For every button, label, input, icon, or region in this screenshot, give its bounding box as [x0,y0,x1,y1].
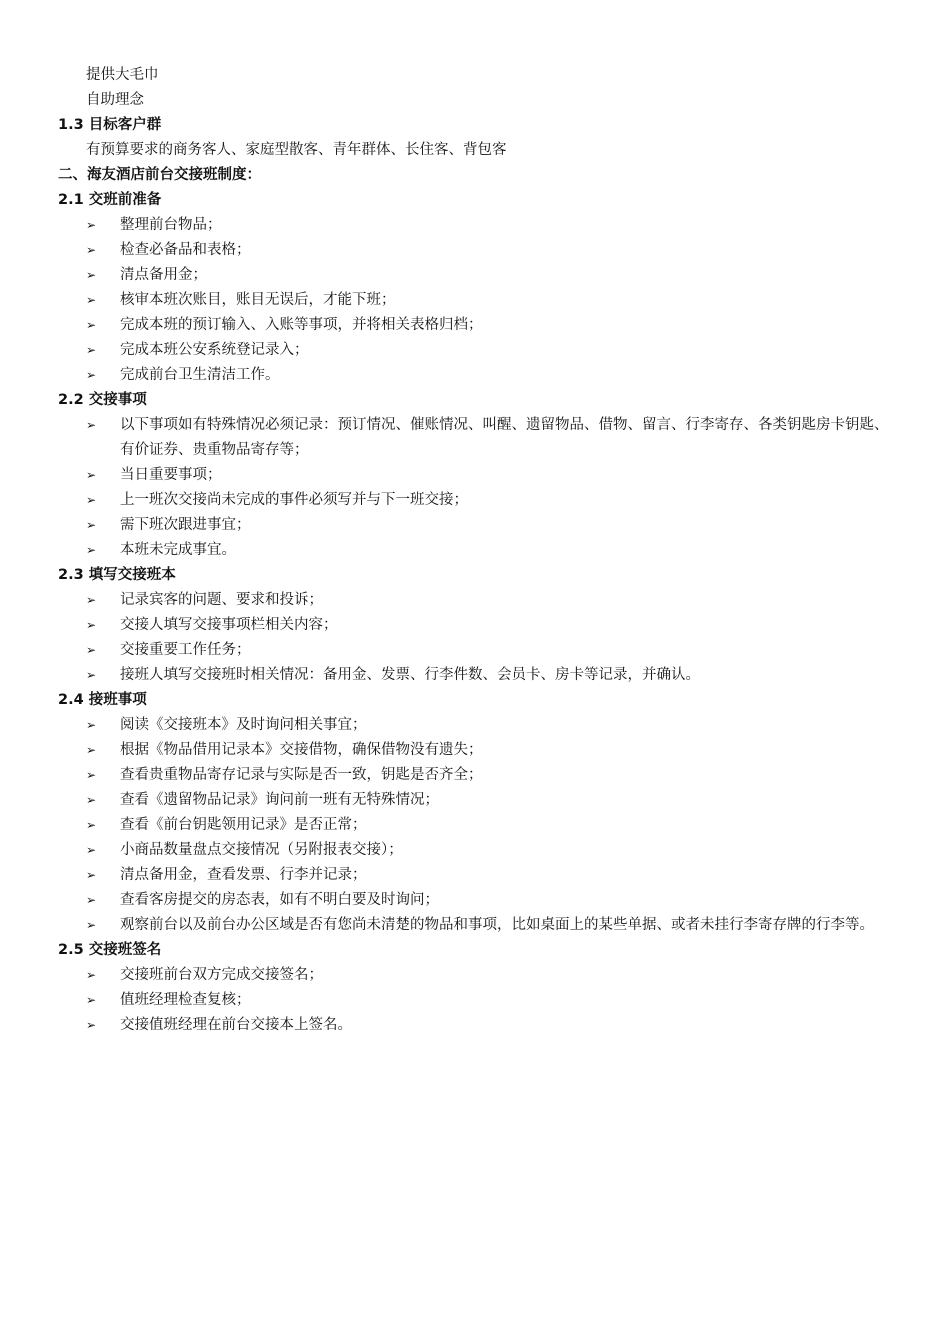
list-item-text: 交接班前台双方完成交接签名； [120,967,323,983]
list-item [58,513,898,538]
list-item-text: 查看《遗留物品记录》询问前一班有无特殊情况； [120,792,439,808]
list-item [58,613,898,638]
section-heading: 2.5 交接班签名 [58,942,162,958]
bullet-arrow-icon: ➢ [86,368,97,382]
chapter-title: 二、海友酒店前台交接班制度： [58,167,261,183]
bullet-arrow-icon: ➢ [86,543,97,557]
list-item [58,963,898,988]
bullet-arrow-icon: ➢ [86,918,97,932]
list-item-text: 根据《物品借用记录本》交接借物，确保借物没有遗失； [120,742,483,758]
list-item [58,988,898,1013]
list-item [58,663,898,688]
bullet-list [58,963,898,1038]
list-item-text: 接班人填写交接班时相关情况：备用金、发票、行李件数、会员卡、房卡等记录，并确认。 [120,667,700,683]
list-item-text: 需下班次跟进事宜； [120,517,251,533]
bullet-arrow-icon: ➢ [86,293,97,307]
bullet-arrow-icon: ➢ [86,418,97,432]
bullet-arrow-icon: ➢ [86,218,97,232]
bullet-arrow-icon: ➢ [86,518,97,532]
bullet-list [58,413,898,563]
list-item [58,488,898,513]
bullet-arrow-icon: ➢ [86,993,97,1007]
list-item [58,913,898,938]
list-item [58,588,898,613]
bullet-arrow-icon: ➢ [86,793,97,807]
paragraph: 有预算要求的商务客人、家庭型散客、青年群体、长住客、背包客 [86,142,507,158]
list-item [58,888,898,913]
section-heading: 2.2 交接事项 [58,392,147,408]
intro-line: 自助理念 [86,92,144,108]
list-item-text: 以下事项如有特殊情况必须记录：预订情况、催账情况、叫醒、遗留物品、借物、留言、行李寄存、各类钥匙房卡钥匙、有价证券、贵重物品寄存等； [120,417,889,458]
list-item [58,538,898,563]
list-item [58,863,898,888]
bullet-arrow-icon: ➢ [86,268,97,282]
bullet-arrow-icon: ➢ [86,468,97,482]
section-heading: 2.1 交班前准备 [58,192,162,208]
bullet-arrow-icon: ➢ [86,968,97,982]
list-item [58,838,898,863]
list-item-text: 完成本班公安系统登记录入； [120,342,309,358]
list-item-text: 查看贵重物品寄存记录与实际是否一致，钥匙是否齐全； [120,767,483,783]
bullet-arrow-icon: ➢ [86,643,97,657]
list-item [58,363,898,388]
list-item-text: 完成本班的预订输入、入账等事项，并将相关表格归档； [120,317,483,333]
bullet-arrow-icon: ➢ [86,343,97,357]
section-heading: 2.3 填写交接班本 [58,567,176,583]
list-item [58,763,898,788]
list-item-text: 上一班次交接尚未完成的事件必须写并与下一班交接； [120,492,468,508]
list-item [58,288,898,313]
list-item-text: 阅读《交接班本》及时询问相关事宜； [120,717,367,733]
section-heading: 1.3 目标客户群 [58,117,162,133]
list-item-text: 记录宾客的问题、要求和投诉； [120,592,323,608]
bullet-arrow-icon: ➢ [86,818,97,832]
list-item-text: 小商品数量盘点交接情况（另附报表交接）； [120,842,403,858]
list-item [58,413,898,463]
bullet-arrow-icon: ➢ [86,493,97,507]
list-item [58,738,898,763]
list-item [58,263,898,288]
list-item [58,313,898,338]
list-item-text: 查看《前台钥匙领用记录》是否正常； [120,817,367,833]
bullet-arrow-icon: ➢ [86,768,97,782]
section-heading: 2.4 接班事项 [58,692,147,708]
list-item-text: 值班经理检查复核； [120,992,251,1008]
intro-line: 提供大毛巾 [86,67,159,83]
list-item-text: 核审本班次账目，账目无误后，才能下班； [120,292,396,308]
list-item-text: 交接人填写交接事项栏相关内容； [120,617,338,633]
list-item-text: 本班未完成事宜。 [120,542,236,558]
list-item [58,713,898,738]
list-item [58,638,898,663]
list-item [58,463,898,488]
list-item [58,813,898,838]
bullet-arrow-icon: ➢ [86,868,97,882]
list-item [58,213,898,238]
list-item-text: 交接重要工作任务； [120,642,251,658]
bullet-list [58,713,898,938]
bullet-list [58,213,898,388]
list-item-text: 观察前台以及前台办公区域是否有您尚未清楚的物品和事项，比如桌面上的某些单据、或者未挂行李寄存牌的行李等。 [120,917,874,933]
bullet-arrow-icon: ➢ [86,668,97,682]
bullet-arrow-icon: ➢ [86,893,97,907]
list-item [58,338,898,363]
bullet-arrow-icon: ➢ [86,318,97,332]
bullet-arrow-icon: ➢ [86,618,97,632]
list-item [58,238,898,263]
list-item-text: 清点备用金，查看发票、行李并记录； [120,867,367,883]
list-item-text: 整理前台物品； [120,217,222,233]
list-item-text: 检查必备品和表格； [120,242,251,258]
bullet-arrow-icon: ➢ [86,243,97,257]
list-item-text: 清点备用金； [120,267,207,283]
list-item-text: 交接值班经理在前台交接本上签名。 [120,1017,352,1033]
bullet-arrow-icon: ➢ [86,1018,97,1032]
list-item-text: 完成前台卫生清洁工作。 [120,367,280,383]
bullet-arrow-icon: ➢ [86,718,97,732]
bullet-list [58,588,898,688]
bullet-arrow-icon: ➢ [86,843,97,857]
list-item-text: 查看客房提交的房态表，如有不明白要及时询问； [120,892,439,908]
list-item-text: 当日重要事项； [120,467,222,483]
list-item [58,788,898,813]
list-item [58,1013,898,1038]
document-content [58,63,898,1038]
bullet-arrow-icon: ➢ [86,743,97,757]
bullet-arrow-icon: ➢ [86,593,97,607]
